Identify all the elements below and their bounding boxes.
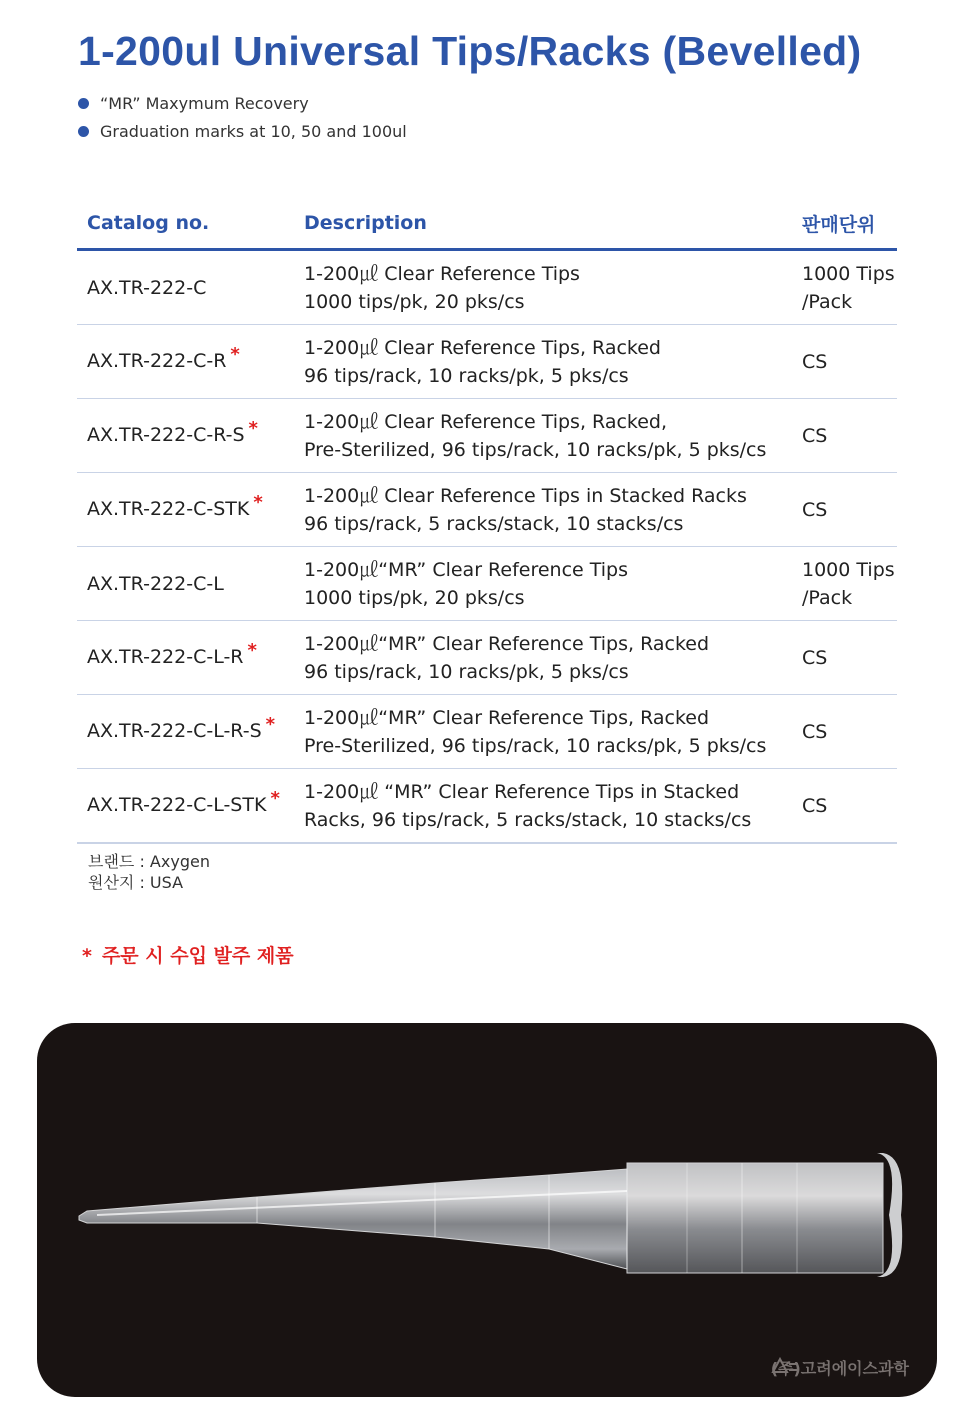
unit-line: CS [802,350,828,373]
catalog-number: AX.TR-222-C-STK [87,498,250,520]
notice-star: * [82,945,92,967]
order-star-icon: * [265,714,276,735]
company-logo-icon [771,1356,799,1374]
header-unit: 판매단위 [794,198,897,250]
product-photo [37,1023,937,1397]
unit-line: CS [802,794,828,817]
company-watermark [771,1356,909,1379]
description-line: 1-200㎕ Clear Reference Tips, Racked, [304,410,668,433]
description-line: Racks, 96 tips/rack, 5 racks/stack, 10 stacks/cs [304,808,752,831]
table-row [77,473,897,547]
catalog-cell [77,547,286,621]
description-line: 1000 tips/pk, 20 pks/cs [304,290,525,313]
catalog-number: AX.TR-222-C-L [87,572,224,595]
unit-cell [794,547,897,621]
table-row [77,769,897,844]
notice-text: 주문 시 수입 발주 제품 [101,945,294,967]
table-row [77,695,897,769]
unit-line: CS [802,720,828,743]
header-description: Description [286,198,794,250]
table-row [77,250,897,325]
description-cell [286,250,794,325]
table-row [77,547,897,621]
product-table [77,198,897,844]
catalog-cell [77,250,286,325]
description-line: 1-200㎕ Clear Reference Tips, Racked [304,336,661,359]
feature-item [78,92,407,120]
order-star-icon: * [248,418,258,439]
catalog-cell [77,325,286,399]
brand-text: 브랜드 : Axygen [88,852,210,871]
catalog-number: AX.TR-222-C-R [87,350,227,372]
description-cell [286,547,794,621]
catalog-number: AX.TR-222-C-L-STK [87,794,267,816]
unit-cell [794,769,897,844]
unit-line: CS [802,424,828,447]
description-cell [286,769,794,844]
order-star-icon: * [247,640,257,661]
catalog-cell [77,473,286,547]
catalog-cell [77,621,286,695]
feature-text: Graduation marks at 10, 50 and 100ul [100,122,407,141]
catalog-cell [77,769,286,844]
catalog-number: AX.TR-222-C-R-S [87,424,245,446]
catalog-cell [77,399,286,473]
description-line: 96 tips/rack, 5 racks/stack, 10 stacks/cs [304,512,684,535]
origin-text: 원산지 : USA [88,873,184,892]
table-row [77,399,897,473]
description-line: 1-200㎕ “MR” Clear Reference Tips in Stacked [304,780,740,803]
table-header-row [77,198,897,250]
unit-line: 1000 Tips [802,262,895,285]
catalog-cell [77,695,286,769]
catalog-number: AX.TR-222-C [87,276,207,299]
page-title: 1-200ul Universal Tips/Racks (Bevelled) [78,28,862,74]
order-star-icon: * [230,344,240,365]
description-cell [286,325,794,399]
unit-cell [794,621,897,695]
description-line: 1-200㎕“MR” Clear Reference Tips, Racked [304,632,710,655]
table-row [77,621,897,695]
description-line: Pre-Sterilized, 96 tips/rack, 10 racks/pk, 5 pks/cs [304,734,767,757]
description-line: 1-200㎕ Clear Reference Tips in Stacked Racks [304,484,747,507]
unit-cell [794,473,897,547]
product-meta [88,851,210,893]
unit-line: /Pack [802,290,853,313]
unit-line: CS [802,498,828,521]
pipette-tip-photo [37,1023,937,1397]
description-line: 1-200㎕ Clear Reference Tips [304,262,580,285]
description-line: Pre-Sterilized, 96 tips/rack, 10 racks/pk, 5 pks/cs [304,438,767,461]
feature-item [78,120,407,148]
description-cell [286,473,794,547]
description-line: 1000 tips/pk, 20 pks/cs [304,586,525,609]
unit-line: 1000 Tips [802,558,895,581]
description-line: 96 tips/rack, 10 racks/pk, 5 pks/cs [304,364,629,387]
table-row [77,325,897,399]
description-line: 1-200㎕“MR” Clear Reference Tips, Racked [304,706,710,729]
unit-line: /Pack [802,586,853,609]
order-star-icon: * [253,492,263,513]
unit-cell [794,399,897,473]
description-line: 1-200㎕“MR” Clear Reference Tips [304,558,629,581]
feature-text: “MR” Maxymum Recovery [100,94,309,113]
description-cell [286,399,794,473]
unit-cell [794,325,897,399]
bullet-icon [78,126,89,137]
description-line: 96 tips/rack, 10 racks/pk, 5 pks/cs [304,660,629,683]
unit-line: CS [802,646,828,669]
catalog-number: AX.TR-222-C-L-R [87,646,244,668]
order-notice [82,941,294,968]
unit-cell [794,695,897,769]
bullet-icon [78,98,89,109]
unit-cell [794,250,897,325]
company-name: (주)고려에이스과학 [770,1359,909,1378]
feature-list [78,92,407,148]
order-star-icon: * [270,788,280,809]
description-cell [286,695,794,769]
catalog-number: AX.TR-222-C-L-R-S [87,720,262,742]
header-catalog: Catalog no. [77,198,286,250]
description-cell [286,621,794,695]
